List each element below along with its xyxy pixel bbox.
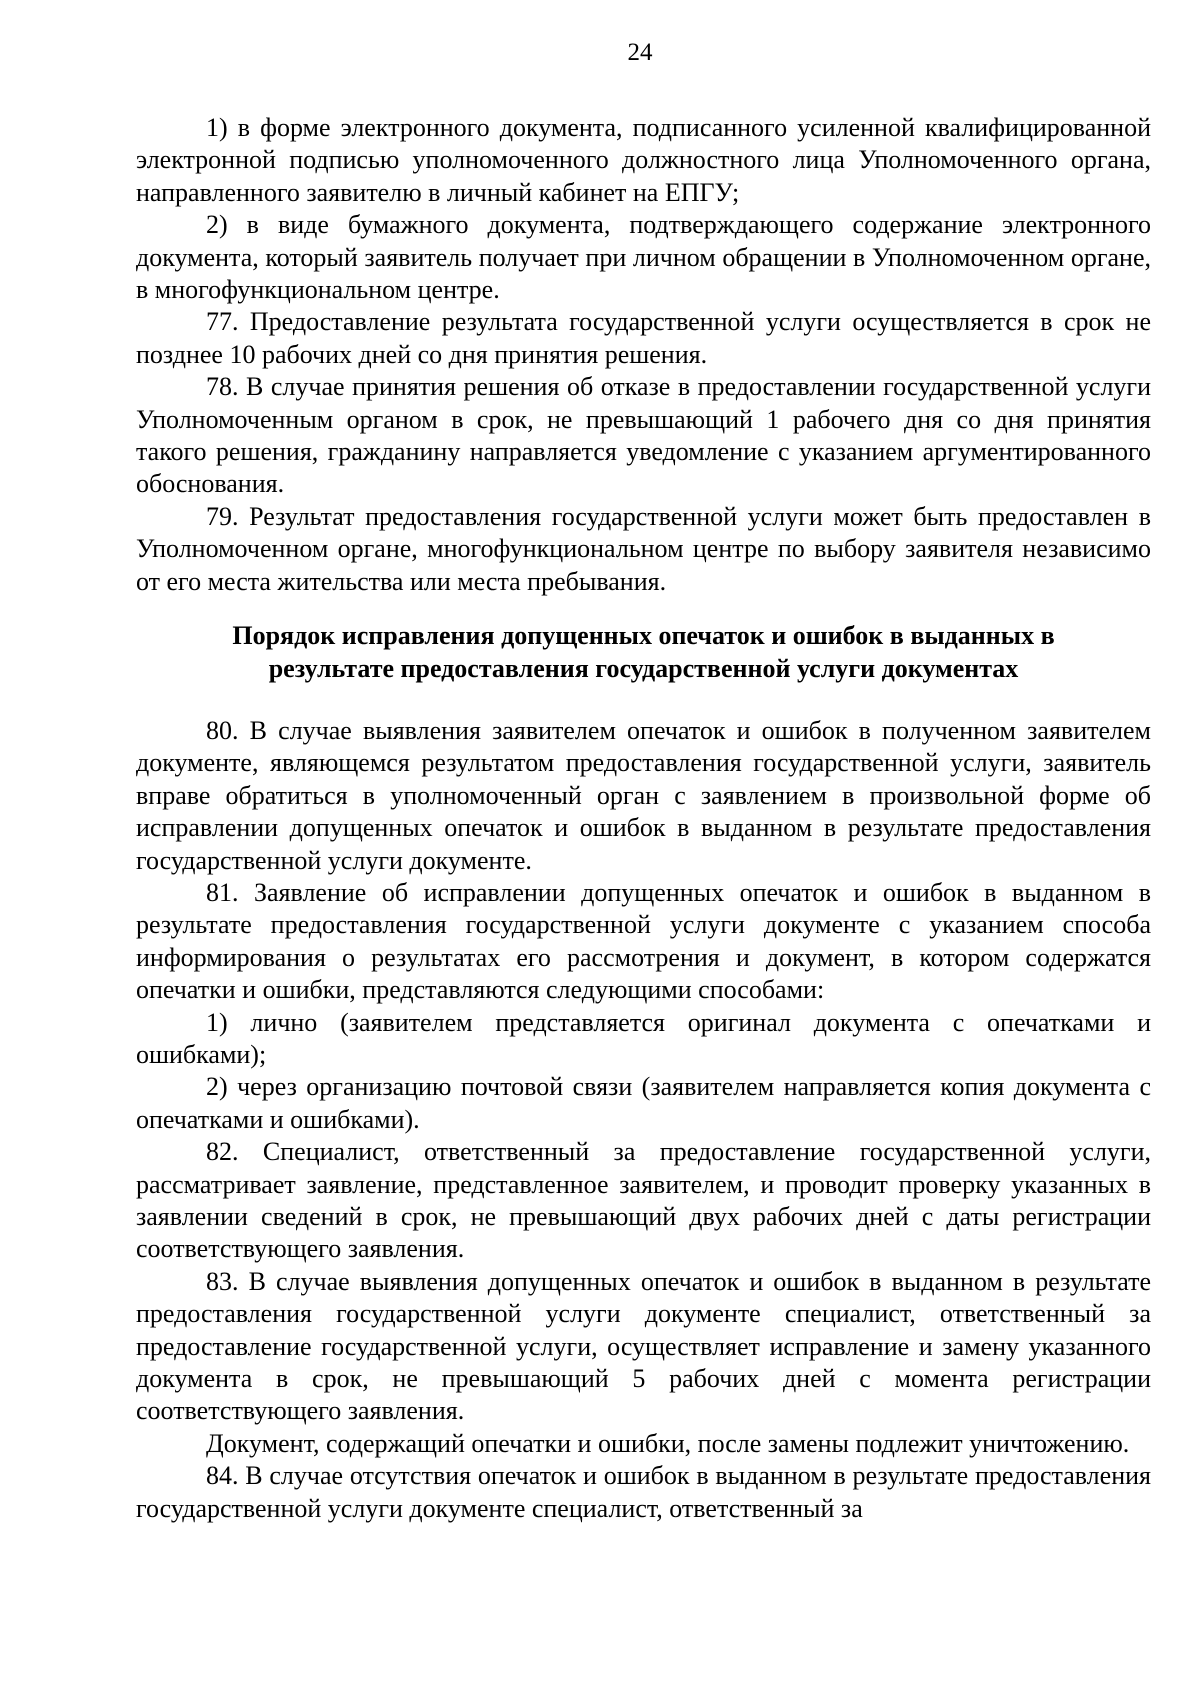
page-number: 24	[627, 39, 653, 66]
paragraph-78: 78. В случае принятия решения об отказе в предоставлении государственной услуги Уполномоченным органом в срок, не превышающий 1 рабочего дня со дня принятия такого решения, гражданину направляется уведомление с указанием аргументированного обоснования.	[136, 372, 1151, 499]
paragraph-79: 79. Результат предоставления государственной услуги может быть предоставлен в Уполномоченном органе, многофункциональном центре по выбору заявителя независимо от его места жительства или места пребывания.	[136, 501, 1151, 596]
paragraph-item-1-electronic: 1) в форме электронного документа, подписанного усиленной квалифицированной электронной подписью уполномоченного должностного лица Уполномоченного органа, направленного заявителю в личный кабинет на ЕПГУ;	[136, 113, 1151, 207]
section-heading: Порядок исправления допущенных опечаток и ошибок в выданных в результате предоставления государственной услуги документах	[232, 621, 1055, 683]
paragraph-84: 84. В случае отсутствия опечаток и ошибок в выданном в результате предоставления государственной услуги документе специалист, ответственный за	[136, 1461, 1151, 1523]
paragraph-81-item-1: 1) лично (заявителем представляется оригинал документа с опечатками и ошибками);	[136, 1007, 1151, 1069]
paragraph-82: 82. Специалист, ответственный за предоставление государственной услуги, рассматривает заявление, представленное заявителем, и проводит проверку указанных в заявлении сведений в срок, не превышающий двух рабочих дней с даты регистрации соответствующего заявления.	[136, 1137, 1151, 1264]
paragraph-80: 80. В случае выявления заявителем опечаток и ошибок в полученном заявителем документе, являющемся результатом предоставления государственной услуги, заявитель вправе обратиться в уполномоченный орган с заявлением в произвольной форме об исправлении допущенных опечаток и ошибок в выданном в результате предоставления государственной услуги документе.	[136, 715, 1151, 875]
paragraph-83-destruction: Документ, содержащий опечатки и ошибки, после замены подлежит уничтожению.	[206, 1428, 1130, 1458]
paragraph-77: 77. Предоставление результата государственной услуги осуществляется в срок не позднее 10 рабочих дней со дня принятия решения.	[136, 307, 1151, 369]
document-body	[136, 112, 1151, 1525]
paragraph-81-item-2: 2) через организацию почтовой связи (заявителем направляется копия документа с опечатками и ошибками).	[136, 1072, 1151, 1134]
paragraph-81: 81. Заявление об исправлении допущенных опечаток и ошибок в выданном в результате предоставления государственной услуги документе с указанием способа информирования о результатах его рассмотрения и документ, в котором содержатся опечатки и ошибки, представляются следующими способами:	[136, 877, 1151, 1005]
paragraph-83: 83. В случае выявления допущенных опечаток и ошибок в выданном в результате предоставления государственной услуги документе специалист, ответственный за предоставление государственной услуги, осуществляет исправление и замену указанного документа в срок, не превышающий 5 рабочих дней с момента регистрации соответствующего заявления.	[136, 1266, 1151, 1426]
paragraph-item-2-paper: 2) в виде бумажного документа, подтверждающего содержание электронного документа, который заявитель получает при личном обращении в Уполномоченном органе, в многофункциональном центре.	[136, 210, 1151, 305]
